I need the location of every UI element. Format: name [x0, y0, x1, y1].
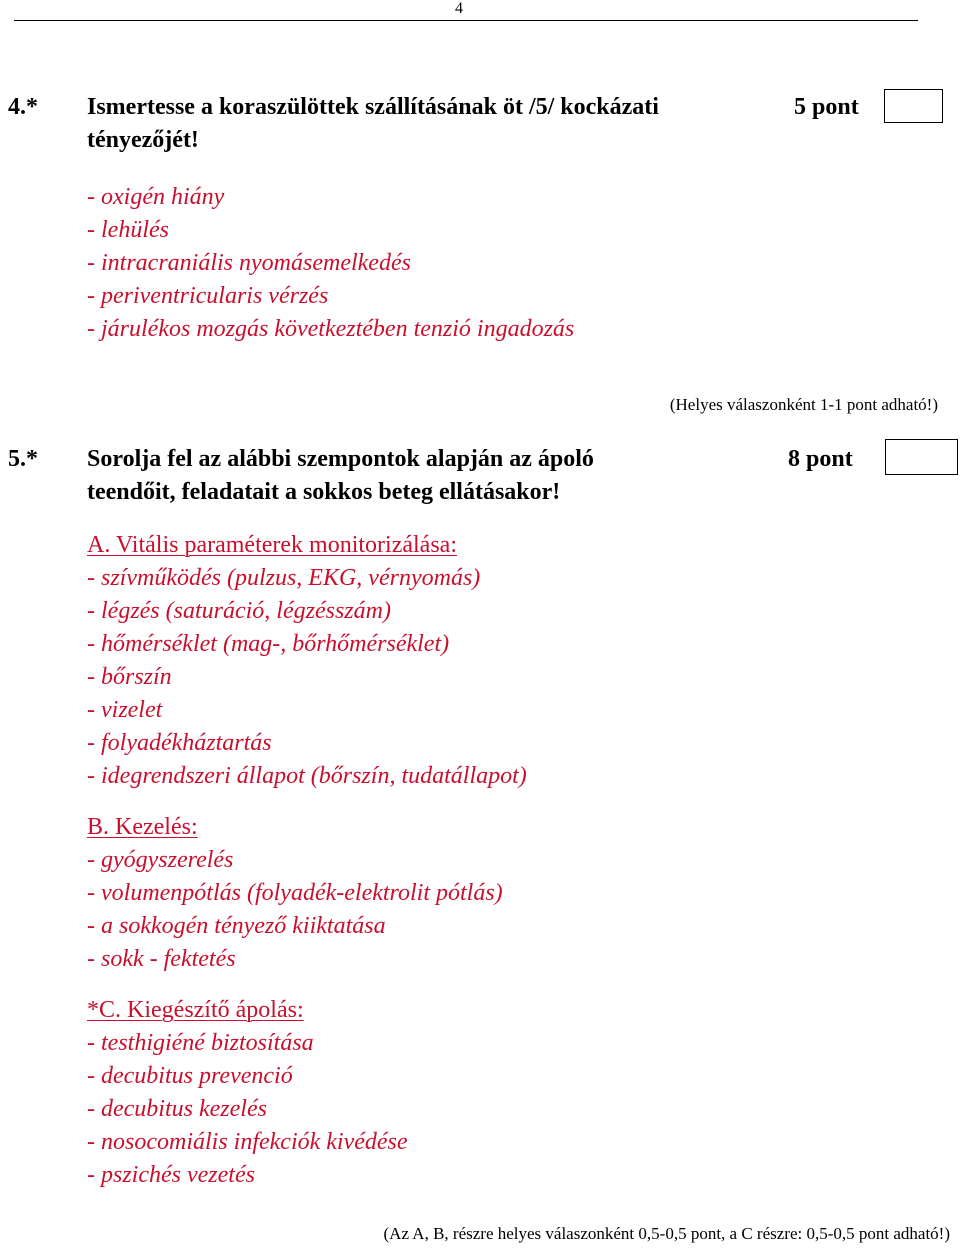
- header-divider: [14, 20, 918, 21]
- list-item: - decubitus prevenció: [87, 1063, 293, 1089]
- section-c-list: [87, 1027, 408, 1192]
- section-b-title: B. Kezelés:: [87, 814, 198, 840]
- list-item: - gyógyszerelés: [87, 847, 234, 873]
- question-5-text-line2: teendőit, feladatait a sokkos beteg ellátásakor!: [87, 479, 561, 505]
- list-item: - oxigén hiány: [87, 184, 225, 210]
- section-a-title: A. Vitális paraméterek monitorizálása:: [87, 532, 457, 558]
- section-b-list: [87, 844, 503, 976]
- list-item: - szívműködés (pulzus, EKG, vérnyomás): [87, 565, 481, 591]
- question-5-number: 5.*: [8, 446, 38, 472]
- question-4-text-line2: tényezőjét!: [87, 127, 199, 153]
- list-item: - intracraniális nyomásemelkedés: [87, 250, 411, 276]
- list-item: - a sokkogén tényező kiiktatása: [87, 913, 386, 939]
- list-item: - járulékos mozgás következtében tenzió ingadozás: [87, 316, 575, 342]
- question-4-answer-list: [87, 181, 574, 346]
- question-5-score-box[interactable]: [885, 439, 958, 475]
- list-item: - pszichés vezetés: [87, 1162, 255, 1188]
- list-item: - vizelet: [87, 697, 163, 723]
- question-4-score-box[interactable]: [884, 89, 943, 123]
- question-5-scoring-note: (Az A, B, részre helyes válaszonként 0,5-0,5 pont, a C részre: 0,5-0,5 pont adható!): [383, 1224, 950, 1243]
- section-a-list: [87, 562, 527, 793]
- list-item: - decubitus kezelés: [87, 1096, 267, 1122]
- list-item: - légzés (saturáció, légzésszám): [87, 598, 391, 624]
- list-item: - bőrszín: [87, 664, 172, 690]
- section-c-title: *C. Kiegészítő ápolás:: [87, 997, 304, 1023]
- question-4-points: 5 pont: [794, 94, 859, 120]
- question-4-number: 4.*: [8, 94, 38, 120]
- list-item: - testhigiéné biztosítása: [87, 1030, 314, 1056]
- question-5-text-line1: Sorolja fel az alábbi szempontok alapján az ápoló: [87, 446, 594, 472]
- list-item: - nosocomiális infekciók kivédése: [87, 1129, 408, 1155]
- list-item: - hőmérséklet (mag-, bőrhőmérséklet): [87, 631, 450, 657]
- page-number: 4: [455, 0, 463, 17]
- list-item: - sokk - fektetés: [87, 946, 236, 972]
- question-5-points: 8 pont: [788, 446, 853, 472]
- list-item: - volumenpótlás (folyadék-elektrolit pótlás): [87, 880, 503, 906]
- list-item: - periventricularis vérzés: [87, 283, 329, 309]
- list-item: - folyadékháztartás: [87, 730, 272, 756]
- question-4-text-line1: Ismertesse a koraszülöttek szállításának öt /5/ kockázati: [87, 94, 659, 120]
- list-item: - lehülés: [87, 217, 169, 243]
- question-4-scoring-note: (Helyes válaszonként 1-1 pont adható!): [669, 395, 938, 414]
- list-item: - idegrendszeri állapot (bőrszín, tudatállapot): [87, 763, 527, 789]
